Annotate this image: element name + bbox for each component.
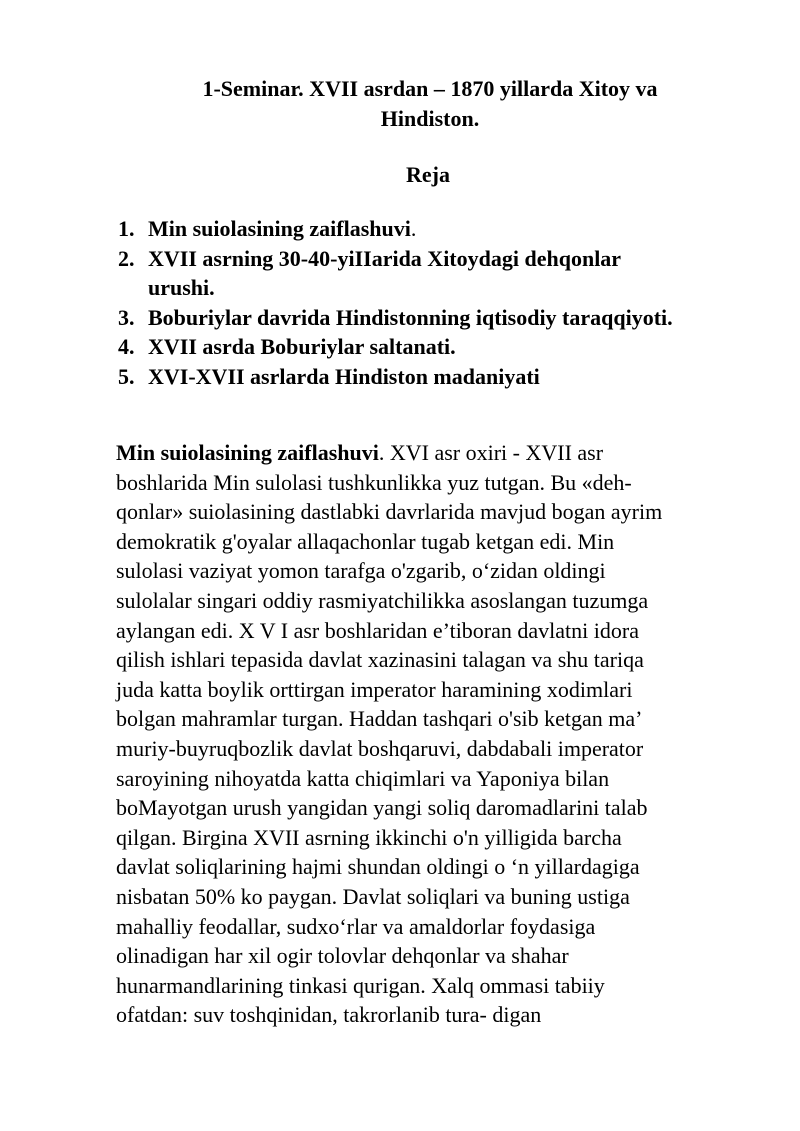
body-line: boshlarida Min sulolasi tushkunlikka yuz tutgan. Bu «deh- <box>116 469 632 495</box>
body-line: davlat soliqlarining hajmi shundan oldingi o ‘n yillardagiga <box>116 854 640 880</box>
body-line: boMayotgan urush yangidan yangi soliq daromadlarini talab <box>116 795 648 821</box>
plan-item <box>118 332 768 362</box>
body-line: sulolalar singari oddiy rasmiyatchilikka asoslangan tuzumga <box>116 587 649 613</box>
title-line: Hindiston. <box>380 106 480 131</box>
body-line: qilish ishlari tepasida davlat xazinasini talagan va shu tariqa <box>116 647 644 673</box>
body-line <box>116 438 696 468</box>
plan-item-number: 3. <box>118 304 135 330</box>
plan-item-line: Min suiolasining zaiflashuvi <box>148 216 411 241</box>
body-line: bolgan mahramlar turgan. Haddan tashqari o'sib ketgan ma’ <box>116 706 643 732</box>
plan-list <box>118 214 768 391</box>
document-title <box>150 74 710 134</box>
title-line: 1-Seminar. XVII asrdan – 1870 yillarda Xitoy va <box>202 76 658 101</box>
body-line: aylangan edi. X V I asr boshlaridan e’tiboran davlatni idora <box>116 617 639 643</box>
plan-item <box>118 214 768 244</box>
body-line: olinadigan har xil ogir tolovlar dehqonlar va shahar <box>116 943 569 969</box>
plan-item-punctuation: . <box>410 216 417 241</box>
plan-item-line: XVII asrning 30-40-yiIIarida Xitoydagi dehqonlar <box>148 245 622 271</box>
body-lead-text: . XVI asr oxiri - XVII asr <box>378 440 604 465</box>
body-line: qilgan. Birgina XVII asrning ikkinchi o'n yilligida barcha <box>116 824 622 850</box>
body-line: sulolasi vaziyat yomon tarafga o'zgarib, o‘zidan oldingi <box>116 558 606 584</box>
body-line: mahalliy feodallar, sudxo‘rlar va amaldorlar foydasiga <box>116 913 596 939</box>
body-line: muriy-buyruqbozlik davlat boshqaruvi, dabdabali imperator <box>116 735 644 761</box>
plan-item <box>118 362 768 392</box>
plan-item-text <box>148 244 768 303</box>
body-line: ofatdan: suv toshqinidan, takrorlanib tura- digan <box>116 1002 542 1028</box>
body-line: hunarmandlarining tinkasi qurigan. Xalq ommasi tabiiy <box>116 972 605 998</box>
plan-item-number: 4. <box>118 334 135 359</box>
body-line: saroyining nihoyatda katta chiqimlari va Yaponiya bilan <box>116 765 610 791</box>
body-line: qonlar» suiolasining dastlabki davrlarida mavjud bogan ayrim <box>116 499 663 525</box>
plan-heading: Reja <box>406 162 450 187</box>
plan-item-text: Boburiylar davrida Hindistonning iqtisodiy taraqqiyoti. <box>148 304 673 330</box>
plan-item-number: 1. <box>118 216 135 241</box>
body-line: demokratik g'oyalar allaqachonlar tugab ketgan edi. Min <box>116 528 615 554</box>
body-line: nisbatan 50% ko paygan. Davlat soliqlari va buning ustiga <box>116 883 630 909</box>
plan-item-line: urushi. <box>148 275 215 300</box>
plan-item-text: XVI-XVII asrlarda Hindiston madaniyati <box>148 363 540 389</box>
plan-item-number: 5. <box>118 363 135 389</box>
plan-item <box>118 303 768 333</box>
body-paragraph <box>116 438 696 1030</box>
plan-item-number: 2. <box>118 245 135 271</box>
plan-item <box>118 244 768 303</box>
plan-item-text <box>148 214 768 244</box>
plan-item-text: XVII asrda Boburiylar saltanati. <box>148 334 456 359</box>
body-line: juda katta boylik orttirgan imperator haramining xodimlari <box>116 676 633 702</box>
body-lead-heading: Min suiolasining zaiflashuvi <box>116 440 379 465</box>
